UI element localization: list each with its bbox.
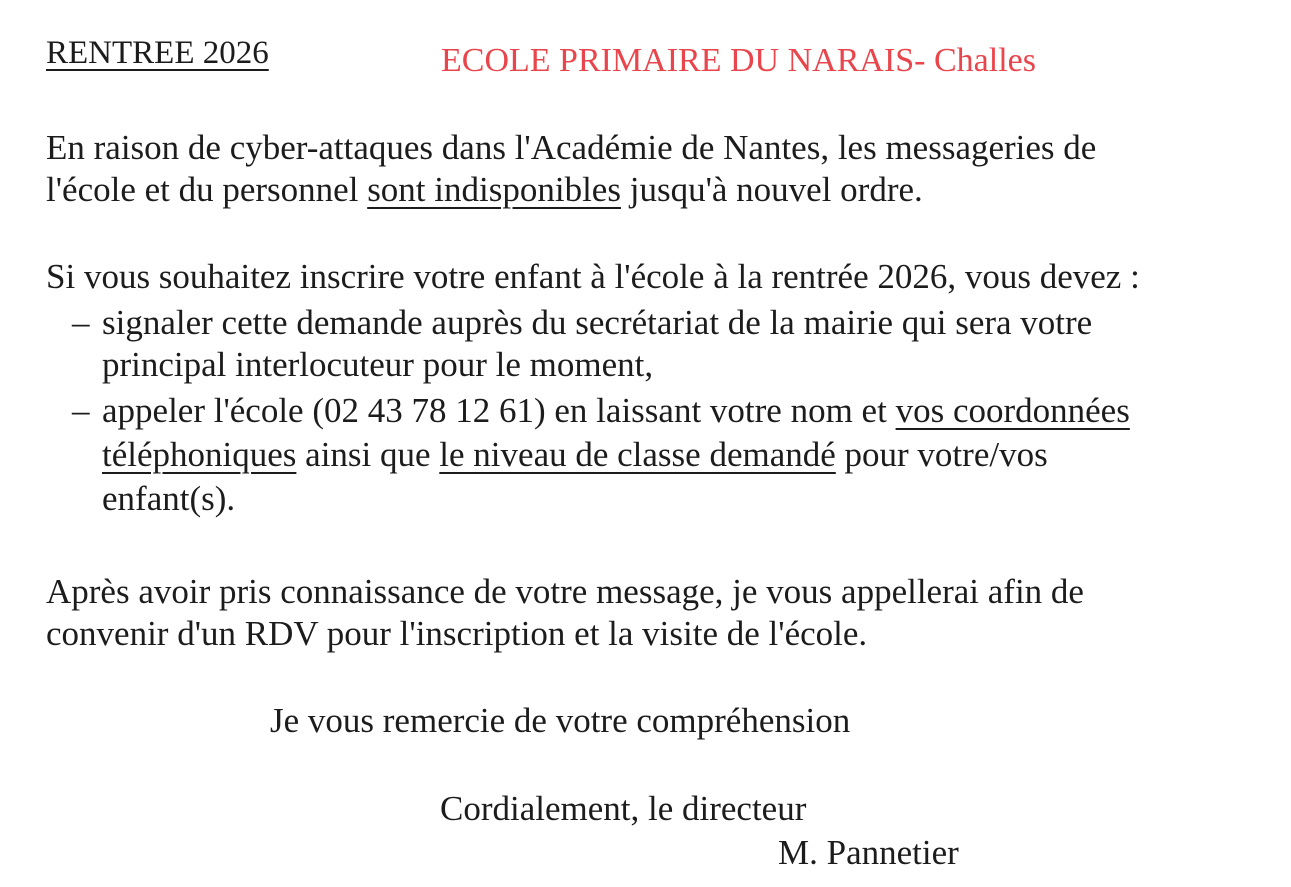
list-item-mairie [72,302,1092,344]
para2-intro: Si vous souhaitez inscrire votre enfant à l'école à la rentrée 2026, vous devez : [46,257,1140,296]
telephoniques-emphasis: téléphoniques [102,435,297,474]
thanks-line: Je vous remercie de votre compréhension [270,701,851,740]
school-name-heading: ECOLE PRIMAIRE DU NARAIS- Challes [441,42,1036,79]
list-item-call-line1-a: appeler l'école (02 43 78 12 61) en laissant votre nom et [102,391,896,430]
phone-details-emphasis: vos coordonnées [895,391,1130,430]
para1-line1: En raison de cyber-attaques dans l'Académie de Nantes, les messageries de [46,128,1097,167]
list-item-call-line2 [102,434,1048,476]
class-level-emphasis: le niveau de classe demandé [439,435,836,474]
para3-line2: convenir d'un RDV pour l'inscription et la visite de l'école. [46,614,868,653]
list-item-call-school [72,390,1130,432]
unavailable-emphasis: sont indisponibles [367,170,621,209]
para1-line2 [46,169,923,211]
list-item-mairie-line2: principal interlocuteur pour le moment, [102,345,654,384]
list-item-call-line3: enfant(s). [102,479,236,518]
list-item-call-line2-a: ainsi que [296,435,440,474]
regards-line: Cordialement, le directeur [440,789,807,828]
year-heading: RENTREE 2026 [46,35,269,71]
list-item-mairie-line1: signaler cette demande auprès du secrétariat de la mairie qui sera votre [102,303,1093,342]
bullet-dash: – [72,303,90,342]
signature-name: M. Pannetier [778,833,959,872]
para3-line1: Après avoir pris connaissance de votre message, je vous appellerai afin de [46,572,1084,611]
bullet-dash: – [72,391,90,430]
para1-line2-text-a: l'école et du personnel [46,170,368,209]
list-item-call-line2-b: pour votre/vos [835,435,1048,474]
para1-line2-text-b: jusqu'à nouvel ordre. [620,170,923,209]
